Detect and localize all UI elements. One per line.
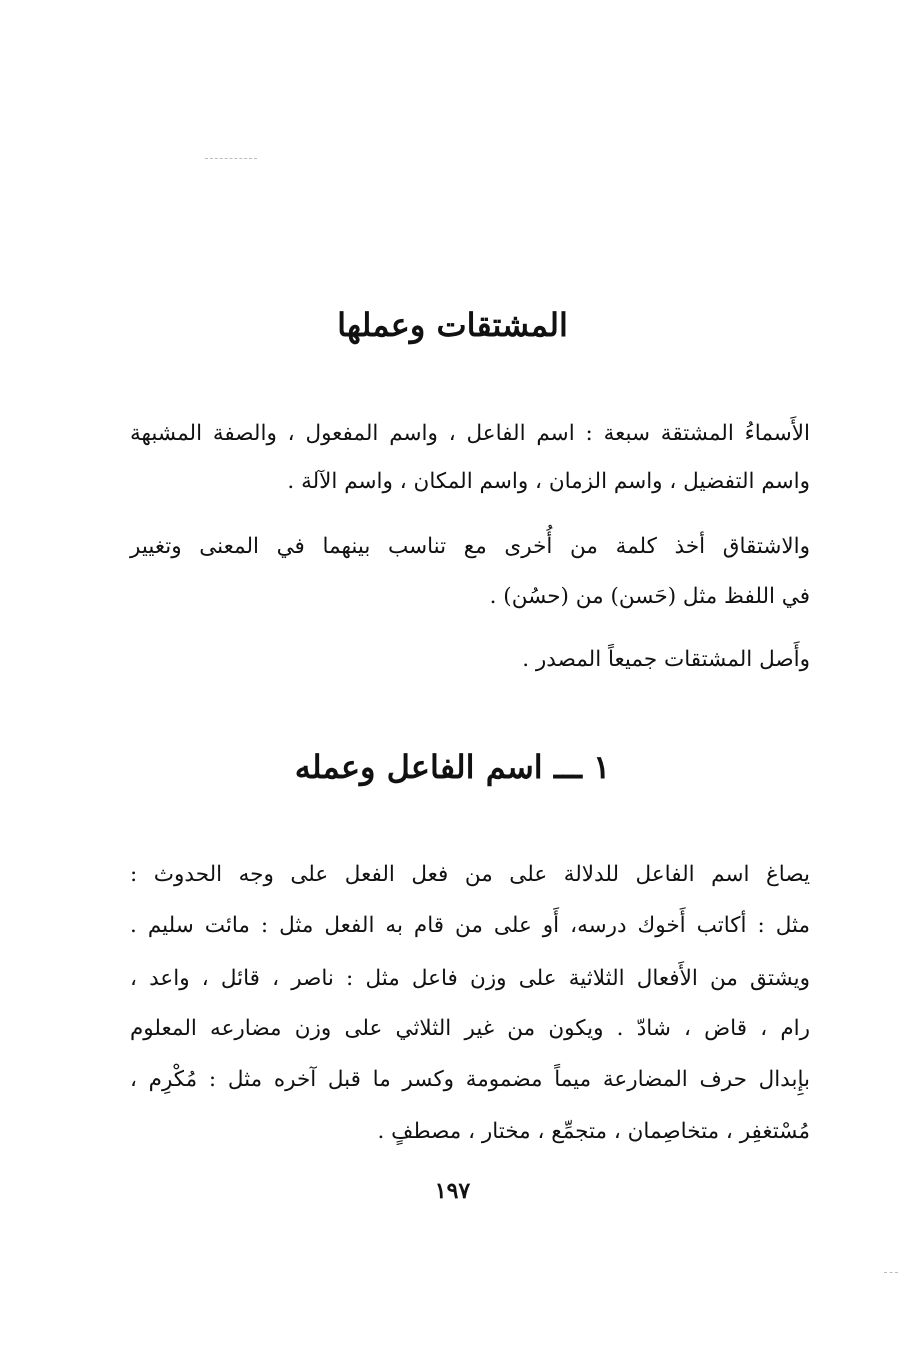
page-number: ١٩٧ bbox=[434, 1178, 471, 1204]
section-line-4: رام ، قاض ، شادّ . ويكون من غير الثلاثي على وزن مضارعه المعلوم bbox=[130, 1016, 810, 1041]
derivation-line-2: في اللفظ مثل (حَسن) من (حسُن) . bbox=[489, 584, 810, 609]
section-line-1: يصاغ اسم الفاعل للدلالة على من فعل الفعل على وجه الحدوث : bbox=[130, 862, 810, 887]
section-line-6: مُسْتغفِر ، متخاصِمان ، متجمِّع ، مختار ، مصطفٍ . bbox=[377, 1119, 810, 1144]
derivation-line-1: والاشتقاق أخذ كلمة من أُخرى مع تناسب بينهما في المعنى وتغيير bbox=[130, 534, 810, 559]
intro-line-2: واسم التفضيل ، واسم الزمان ، واسم المكان ، واسم الآلة . bbox=[287, 469, 810, 494]
intro-line-1: الأَسماءُ المشتقة سبعة : اسم الفاعل ، واسم المفعول ، والصفة المشبهة bbox=[130, 421, 810, 446]
scan-artifact-edge bbox=[884, 1272, 898, 1273]
section-line-2: مثل : أكاتب أَخوك درسه، أَو على من قام به الفعل مثل : مائت سليم . bbox=[130, 913, 810, 938]
section-line-5: بإِبدال حرف المضارعة ميماً مضمومة وكسر ما قبل آخره مثل : مُكْرِم ، bbox=[130, 1067, 810, 1092]
chapter-heading: المشتقات وعملها bbox=[337, 306, 568, 344]
section-line-3: ويشتق من الأَفعال الثلاثية على وزن فاعل مثل : ناصر ، قائل ، واعد ، bbox=[130, 966, 810, 991]
origin-line: وأَصل المشتقات جميعاً المصدر . bbox=[522, 647, 810, 672]
section-heading: ١ ـــ اسم الفاعل وعمله bbox=[294, 748, 611, 786]
scan-artifact bbox=[205, 158, 257, 159]
